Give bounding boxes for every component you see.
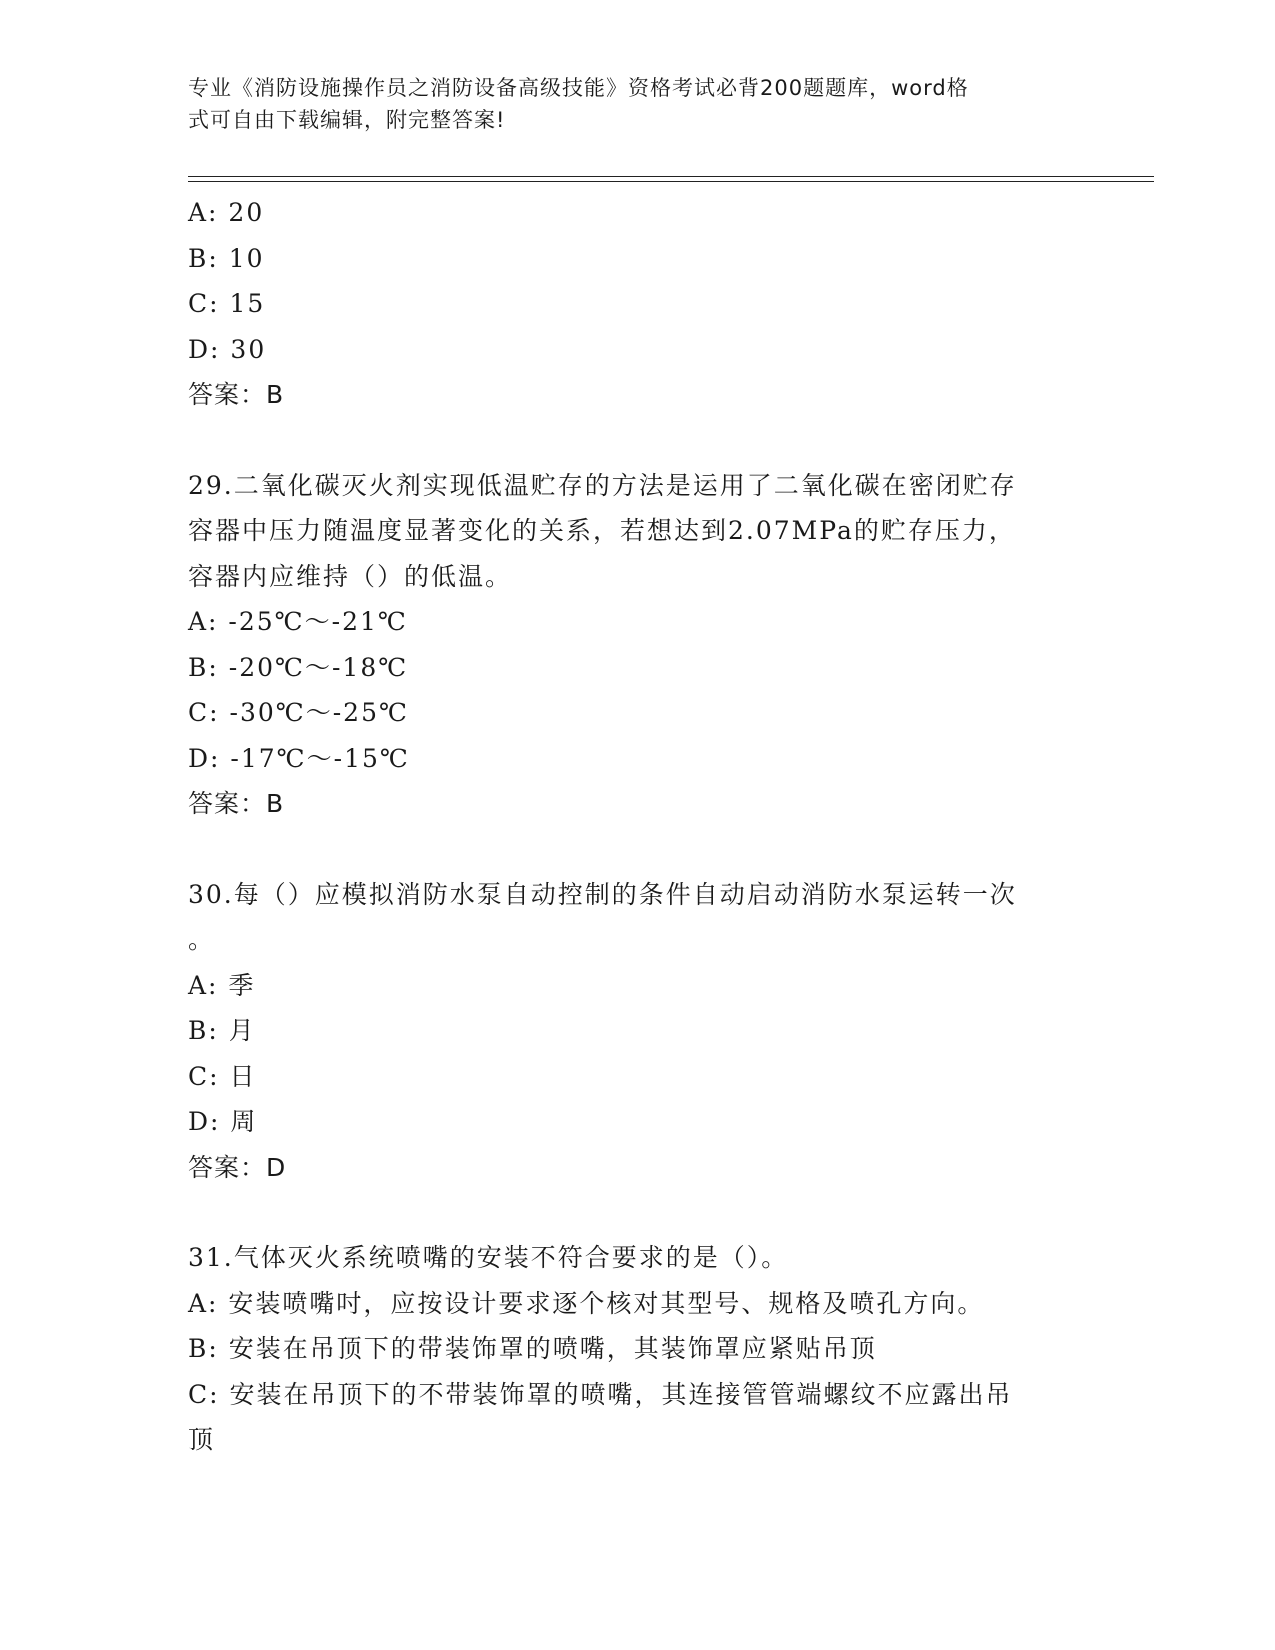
- option-d: D: -17℃～-15℃: [188, 743, 410, 773]
- option-b: B: 月: [188, 1016, 256, 1045]
- answer-line: 答案：B: [188, 380, 285, 409]
- option-c: C: -30℃～-25℃: [188, 698, 409, 727]
- option-b: B: 10: [188, 243, 265, 273]
- question-text-line: 31.气体灭火系统喷嘴的安装不符合要求的是（）。: [188, 1243, 789, 1272]
- question-29: [188, 463, 1068, 827]
- question-text: [188, 872, 1068, 963]
- question-31: [188, 1235, 1068, 1463]
- option-b: B: 安装在吊顶下的带装饰罩的喷嘴，其装饰罩应紧贴吊顶: [188, 1334, 877, 1363]
- question-text-line: 30.每（）应模拟消防水泵自动控制的条件自动启动消防水泵运转一次: [188, 879, 1017, 909]
- option-a: A: -25℃～-21℃: [188, 607, 408, 636]
- question-text-line: 。: [188, 925, 216, 954]
- option-c: C: 安装在吊顶下的不带装饰罩的喷嘴，其连接管管端螺纹不应露出吊: [188, 1379, 1013, 1409]
- answer-line: 答案：D: [188, 1152, 287, 1182]
- option-c: C: 15: [188, 289, 266, 318]
- option-c-continued: 顶: [188, 1425, 216, 1454]
- header-divider-top: [188, 176, 1154, 177]
- header-line-2: 式可自由下载编辑，附完整答案!: [188, 108, 506, 132]
- option-a: A: 安装喷嘴吋，应按设计要求逐个核对其型号、规格及喷孔方向。: [188, 1288, 985, 1318]
- question-text-line: 容器中压力随温度显著变化的关系，若想达到2.07MPa的贮存压力，: [188, 516, 1016, 545]
- question-28-options: [188, 190, 1068, 418]
- option-b: B: -20℃～-18℃: [188, 652, 409, 682]
- question-30: [188, 872, 1068, 1191]
- header-divider-bottom: [188, 181, 1154, 182]
- option-c: C: 日: [188, 1061, 257, 1091]
- option-d: D: 周: [188, 1107, 258, 1136]
- question-text: [188, 463, 1068, 600]
- option-a: A: 20: [188, 198, 265, 227]
- question-content: [188, 190, 1068, 1463]
- option-d: D: 30: [188, 334, 267, 364]
- question-text-line: 29.二氧化碳灭火剂实现低温贮存的方法是运用了二氧化碳在密闭贮存: [188, 470, 1017, 500]
- option-a: A: 季: [188, 970, 256, 1000]
- document-header: [188, 72, 1068, 136]
- question-text-line: 容器内应维持（）的低温。: [188, 561, 513, 591]
- header-line-1: 专业《消防设施操作员之消防设备高级技能》资格考试必背200题题库，word格: [188, 76, 969, 100]
- question-text: [188, 1235, 1068, 1281]
- answer-line: 答案：B: [188, 789, 285, 818]
